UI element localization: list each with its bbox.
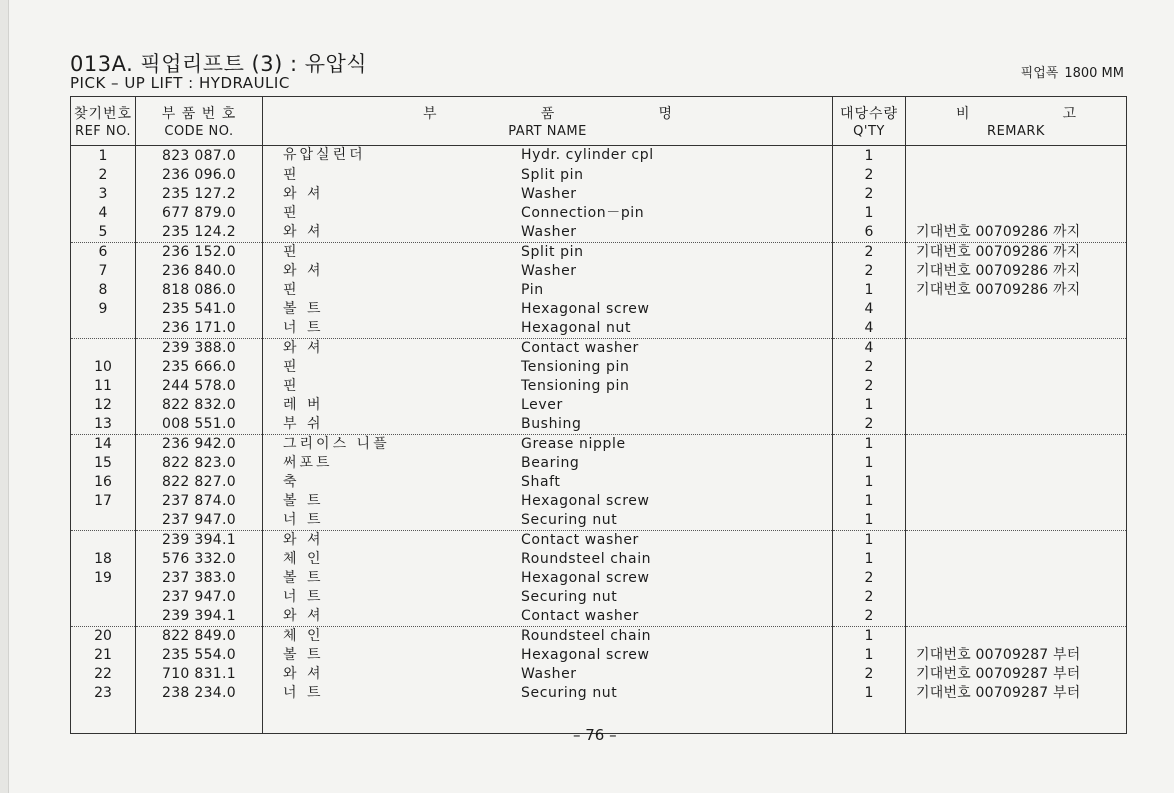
code-no-cell: 238 234.0 — [136, 684, 263, 703]
part-name-english: Lever — [521, 397, 563, 413]
remark-cell: 기대번호 00709286 까지 — [906, 223, 1127, 243]
table-row — [71, 415, 1127, 435]
part-name-english: Hexagonal nut — [521, 320, 632, 336]
ref-no-cell — [71, 339, 136, 359]
code-no-cell: 822 832.0 — [136, 396, 263, 415]
part-name-english: Hydr. cylinder cpl — [521, 147, 654, 163]
page-number: – 76 – — [573, 726, 617, 744]
remark-cell — [906, 358, 1127, 377]
remark-cell — [906, 492, 1127, 511]
part-name-korean: 와 셔 — [283, 263, 324, 279]
part-name-cell — [263, 473, 833, 492]
part-name-korean: 와 셔 — [283, 224, 324, 240]
part-name-korean: 부 쉬 — [283, 416, 324, 432]
quantity-cell: 1 — [833, 511, 906, 531]
ref-no-cell: 21 — [71, 646, 136, 665]
part-name-cell — [263, 377, 833, 396]
part-name-korean: 볼 트 — [283, 647, 324, 663]
code-no-cell: 235 124.2 — [136, 223, 263, 243]
code-no-cell: 236 942.0 — [136, 435, 263, 455]
part-name-cell — [263, 262, 833, 281]
part-name-cell — [263, 435, 833, 455]
part-name-korean: 와 셔 — [283, 666, 324, 682]
ref-no-cell: 19 — [71, 569, 136, 588]
pickup-width-label: 픽업폭 — [1020, 66, 1059, 81]
code-no-cell: 236 840.0 — [136, 262, 263, 281]
table-row — [71, 454, 1127, 473]
part-name-korean: 써포트 — [283, 455, 333, 471]
part-name-cell — [263, 454, 833, 473]
ref-no-cell: 16 — [71, 473, 136, 492]
part-name-cell — [263, 146, 833, 167]
remark-cell: 기대번호 00709287 부터 — [906, 684, 1127, 703]
ref-no-cell: 1 — [71, 146, 136, 167]
title-korean: 013A. 픽업리프트 (3) : 유압식 — [70, 52, 368, 76]
part-name-cell — [263, 492, 833, 511]
part-name-korean: 너 트 — [283, 685, 324, 701]
table-row — [71, 473, 1127, 492]
ref-no-cell: 8 — [71, 281, 136, 300]
table-row — [71, 262, 1127, 281]
code-no-cell: 235 554.0 — [136, 646, 263, 665]
quantity-cell: 1 — [833, 396, 906, 415]
remark-cell — [906, 607, 1127, 627]
part-name-korean: 체 인 — [283, 551, 324, 567]
code-no-cell: 677 879.0 — [136, 204, 263, 223]
quantity-cell: 2 — [833, 262, 906, 281]
table-row — [71, 223, 1127, 243]
part-name-korean: 와 셔 — [283, 186, 324, 202]
ref-no-cell: 13 — [71, 415, 136, 435]
part-name-english: Securing nut — [521, 685, 618, 701]
header-name-kr-3: 명 — [658, 106, 672, 122]
part-name-english: Securing nut — [521, 512, 618, 528]
remark-cell — [906, 415, 1127, 435]
header-remark — [906, 97, 1127, 146]
part-name-korean: 핀 — [283, 244, 300, 260]
header-remark-kr — [906, 103, 1126, 123]
part-name-cell — [263, 185, 833, 204]
quantity-cell: 4 — [833, 339, 906, 359]
header-name-kr-2: 품 — [540, 106, 555, 122]
part-name-english: Roundsteel chain — [521, 628, 652, 644]
ref-no-cell: 7 — [71, 262, 136, 281]
quantity-cell: 2 — [833, 588, 906, 607]
code-no-cell: 236 096.0 — [136, 166, 263, 185]
part-name-cell — [263, 569, 833, 588]
quantity-cell: 2 — [833, 607, 906, 627]
header-remark-kr-2: 고 — [1062, 106, 1076, 122]
code-no-cell: 576 332.0 — [136, 550, 263, 569]
part-name-cell — [263, 550, 833, 569]
table-row — [71, 204, 1127, 223]
part-name-cell — [263, 281, 833, 300]
header-qty-en: Q'TY — [853, 124, 885, 139]
part-name-english: Grease nipple — [521, 436, 626, 452]
part-name-english: Bushing — [521, 416, 582, 432]
table-row — [71, 146, 1127, 167]
quantity-cell: 6 — [833, 223, 906, 243]
part-name-cell — [263, 646, 833, 665]
ref-no-cell: 23 — [71, 684, 136, 703]
quantity-cell: 2 — [833, 358, 906, 377]
code-no-cell: 237 874.0 — [136, 492, 263, 511]
header-name-kr — [263, 103, 832, 123]
part-name-english: Contact washer — [521, 608, 639, 624]
table-row — [71, 243, 1127, 263]
part-name-korean: 너 트 — [283, 589, 324, 605]
table-row — [71, 435, 1127, 455]
part-name-cell — [263, 319, 833, 339]
ref-no-cell: 10 — [71, 358, 136, 377]
part-name-english: Washer — [521, 263, 577, 279]
part-name-cell — [263, 223, 833, 243]
parts-table-body — [71, 146, 1127, 734]
code-no-cell: 239 394.1 — [136, 607, 263, 627]
quantity-cell: 1 — [833, 492, 906, 511]
part-name-cell — [263, 511, 833, 531]
header-name-en: PART NAME — [508, 124, 587, 139]
quantity-cell: 2 — [833, 166, 906, 185]
quantity-cell: 2 — [833, 243, 906, 263]
part-name-korean: 와 셔 — [283, 340, 324, 356]
code-no-cell: 818 086.0 — [136, 281, 263, 300]
page-title — [70, 52, 367, 76]
quantity-cell: 4 — [833, 319, 906, 339]
ref-no-cell: 22 — [71, 665, 136, 684]
part-name-english: Pin — [521, 282, 544, 298]
quantity-cell: 1 — [833, 550, 906, 569]
ref-no-cell: 3 — [71, 185, 136, 204]
ref-no-cell — [71, 531, 136, 551]
remark-cell — [906, 396, 1127, 415]
part-name-korean: 체 인 — [283, 628, 324, 644]
part-name-cell — [263, 588, 833, 607]
part-name-cell — [263, 243, 833, 263]
part-name-cell — [263, 607, 833, 627]
part-name-english: Securing nut — [521, 589, 618, 605]
table-row — [71, 511, 1127, 531]
remark-cell — [906, 319, 1127, 339]
remark-cell — [906, 588, 1127, 607]
ref-no-cell — [71, 511, 136, 531]
remark-cell — [906, 204, 1127, 223]
part-name-cell — [263, 166, 833, 185]
code-no-cell: 236 171.0 — [136, 319, 263, 339]
quantity-cell: 1 — [833, 454, 906, 473]
part-name-english: Bearing — [521, 455, 580, 471]
code-no-cell: 822 823.0 — [136, 454, 263, 473]
part-name-english: Split pin — [521, 244, 584, 260]
table-header-row — [71, 97, 1127, 146]
ref-no-cell: 17 — [71, 492, 136, 511]
code-no-cell: 237 947.0 — [136, 588, 263, 607]
part-name-cell — [263, 358, 833, 377]
part-name-cell — [263, 684, 833, 703]
quantity-cell: 1 — [833, 435, 906, 455]
remark-cell: 기대번호 00709287 부터 — [906, 665, 1127, 684]
part-name-english: Contact washer — [521, 532, 639, 548]
part-name-cell — [263, 415, 833, 435]
part-name-korean: 핀 — [283, 359, 300, 375]
table-row — [71, 166, 1127, 185]
ref-no-cell: 12 — [71, 396, 136, 415]
remark-cell — [906, 569, 1127, 588]
ref-no-cell — [71, 607, 136, 627]
part-name-english: Tensioning pin — [521, 359, 630, 375]
part-name-english: Washer — [521, 224, 577, 240]
ref-no-cell — [71, 588, 136, 607]
remark-cell — [906, 339, 1127, 359]
header-code-no — [136, 97, 263, 146]
header-qty-kr: 대당수량 — [839, 106, 899, 122]
quantity-cell: 1 — [833, 684, 906, 703]
part-name-cell — [263, 204, 833, 223]
part-name-korean: 축 — [283, 474, 300, 490]
ref-no-cell: 14 — [71, 435, 136, 455]
part-name-korean: 너 트 — [283, 320, 324, 336]
quantity-cell: 1 — [833, 204, 906, 223]
remark-cell: 기대번호 00709287 부터 — [906, 646, 1127, 665]
remark-cell: 기대번호 00709286 까지 — [906, 281, 1127, 300]
code-no-cell: 235 666.0 — [136, 358, 263, 377]
part-name-cell — [263, 300, 833, 319]
part-name-cell — [263, 339, 833, 359]
remark-cell — [906, 550, 1127, 569]
ref-no-cell: 18 — [71, 550, 136, 569]
part-name-english: Contact washer — [521, 340, 639, 356]
part-name-korean: 레 버 — [283, 397, 324, 413]
header-qty — [833, 97, 906, 146]
quantity-cell: 2 — [833, 185, 906, 204]
table-row — [71, 377, 1127, 396]
part-name-korean: 와 셔 — [283, 608, 324, 624]
part-name-korean: 볼 트 — [283, 570, 324, 586]
code-no-cell: 237 383.0 — [136, 569, 263, 588]
part-name-korean: 볼 트 — [283, 493, 324, 509]
table-row — [71, 550, 1127, 569]
table-row — [71, 607, 1127, 627]
part-name-korean: 핀 — [283, 167, 300, 183]
part-name-korean: 와 셔 — [283, 532, 324, 548]
ref-no-cell — [71, 319, 136, 339]
table-row — [71, 569, 1127, 588]
ref-no-cell: 9 — [71, 300, 136, 319]
code-no-cell: 008 551.0 — [136, 415, 263, 435]
table-row — [71, 185, 1127, 204]
table-row — [71, 396, 1127, 415]
table-row — [71, 627, 1127, 647]
code-no-cell: 236 152.0 — [136, 243, 263, 263]
table-row — [71, 281, 1127, 300]
remark-cell — [906, 473, 1127, 492]
quantity-cell: 1 — [833, 646, 906, 665]
quantity-cell: 2 — [833, 569, 906, 588]
ref-no-cell: 11 — [71, 377, 136, 396]
part-name-english: Shaft — [521, 474, 561, 490]
remark-cell — [906, 454, 1127, 473]
ref-no-cell: 6 — [71, 243, 136, 263]
code-no-cell: 823 087.0 — [136, 146, 263, 167]
header-ref-en: REF NO. — [75, 124, 131, 139]
quantity-cell: 1 — [833, 473, 906, 492]
code-no-cell: 235 127.2 — [136, 185, 263, 204]
quantity-cell: 1 — [833, 281, 906, 300]
header-name-kr-1: 부 — [423, 106, 437, 122]
remark-cell — [906, 511, 1127, 531]
code-no-cell: 237 947.0 — [136, 511, 263, 531]
quantity-cell: 2 — [833, 377, 906, 396]
code-no-cell: 710 831.1 — [136, 665, 263, 684]
remark-cell: 기대번호 00709286 까지 — [906, 243, 1127, 263]
part-name-cell — [263, 531, 833, 551]
table-row — [71, 684, 1127, 703]
quantity-cell: 1 — [833, 627, 906, 647]
part-name-cell — [263, 627, 833, 647]
table-row — [71, 339, 1127, 359]
quantity-cell: 4 — [833, 300, 906, 319]
table-row — [71, 531, 1127, 551]
header-code-en: CODE NO. — [164, 124, 234, 139]
pickup-width-value: 1800 MM — [1064, 66, 1124, 81]
part-name-english: Split pin — [521, 167, 584, 183]
parts-table — [70, 96, 1127, 734]
part-name-cell — [263, 396, 833, 415]
remark-cell — [906, 146, 1127, 167]
part-name-cell — [263, 665, 833, 684]
part-name-english: Hexagonal screw — [521, 493, 650, 509]
part-name-korean: 핀 — [283, 282, 300, 298]
header-part-name — [263, 97, 833, 146]
remark-cell — [906, 627, 1127, 647]
table-row — [71, 646, 1127, 665]
header-ref-kr: 찾기번호 — [73, 106, 133, 122]
quantity-cell: 2 — [833, 415, 906, 435]
part-name-english: Roundsteel chain — [521, 551, 652, 567]
part-name-english: Hexagonal screw — [521, 301, 650, 317]
code-no-cell: 244 578.0 — [136, 377, 263, 396]
part-name-english: Connection－pin — [521, 205, 645, 221]
table-row — [71, 665, 1127, 684]
part-name-korean: 핀 — [283, 205, 300, 221]
header-code-kr: 부 품 번 호 — [161, 106, 237, 122]
code-no-cell: 822 849.0 — [136, 627, 263, 647]
ref-no-cell: 20 — [71, 627, 136, 647]
remark-cell — [906, 377, 1127, 396]
table-row — [71, 358, 1127, 377]
header-ref-no — [71, 97, 136, 146]
code-no-cell: 822 827.0 — [136, 473, 263, 492]
table-row — [71, 300, 1127, 319]
code-no-cell: 239 388.0 — [136, 339, 263, 359]
remark-cell — [906, 300, 1127, 319]
part-name-korean: 유압실린더 — [283, 147, 366, 163]
part-name-korean: 핀 — [283, 378, 300, 394]
code-no-cell: 235 541.0 — [136, 300, 263, 319]
quantity-cell: 1 — [833, 146, 906, 167]
title-english: PICK – UP LIFT : HYDRAULIC — [70, 74, 290, 92]
part-name-korean: 볼 트 — [283, 301, 324, 317]
header-remark-en: REMARK — [987, 124, 1045, 139]
table-row — [71, 492, 1127, 511]
part-name-korean: 그리이스 니플 — [283, 436, 390, 452]
code-no-cell: 239 394.1 — [136, 531, 263, 551]
part-name-english: Hexagonal screw — [521, 647, 650, 663]
remark-cell — [906, 531, 1127, 551]
ref-no-cell: 2 — [71, 166, 136, 185]
part-name-english: Washer — [521, 186, 577, 202]
part-name-english: Tensioning pin — [521, 378, 630, 394]
remark-cell — [906, 185, 1127, 204]
remark-cell: 기대번호 00709286 까지 — [906, 262, 1127, 281]
header-remark-kr-1: 비 — [956, 106, 970, 122]
quantity-cell: 2 — [833, 665, 906, 684]
table-row — [71, 319, 1127, 339]
ref-no-cell: 5 — [71, 223, 136, 243]
ref-no-cell: 15 — [71, 454, 136, 473]
quantity-cell: 1 — [833, 531, 906, 551]
table-row — [71, 588, 1127, 607]
remark-cell — [906, 435, 1127, 455]
page-edge — [0, 0, 9, 793]
part-name-english: Hexagonal screw — [521, 570, 650, 586]
part-name-korean: 너 트 — [283, 512, 324, 528]
remark-cell — [906, 166, 1127, 185]
pickup-width — [1015, 62, 1124, 81]
part-name-english: Washer — [521, 666, 577, 682]
ref-no-cell: 4 — [71, 204, 136, 223]
